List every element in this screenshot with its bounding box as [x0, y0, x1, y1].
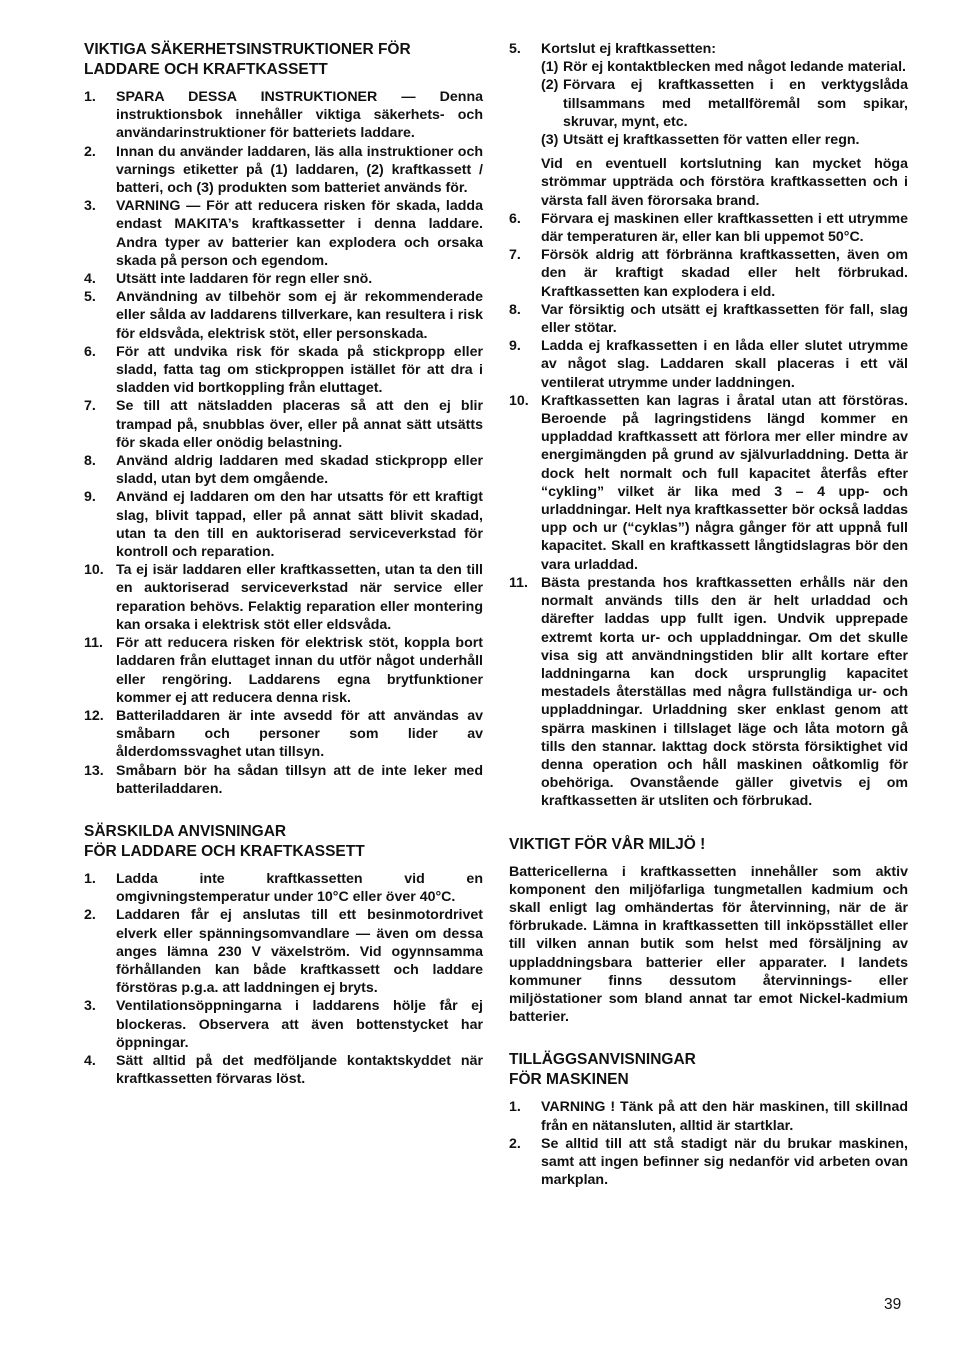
item-number: 3. [84, 198, 96, 215]
list-item [84, 561, 483, 634]
item-number: 1. [509, 1099, 521, 1116]
list-item [84, 488, 483, 561]
item-text: Småbarn bör ha sådan tillsyn att de inte leker med batteriladdaren. [116, 762, 483, 797]
list-item [84, 270, 483, 288]
item-text: Använd ej laddaren om den har utsatts för ett kraftigt slag, blivit tappad, eller på annat sätt blivit skadad, utan ta den till en auktoriserad serviceverkstad för kontroll och reparation. [116, 489, 483, 561]
special-list [84, 870, 483, 1088]
title-line: TILLÄGGSANVISNINGAR [509, 1051, 696, 1069]
sub-list [541, 58, 908, 149]
safety-list [84, 88, 483, 798]
item-text: VARNING — För att reducera risken för skada, ladda endast MAKITA’s kraftkassetter i denna laddare. Andra typer av batterier kan explodera och orsaka skada på person och egendom. [116, 198, 483, 269]
item-number: 3. [84, 998, 96, 1015]
list-item [84, 143, 483, 198]
item-text: Ta ej isär laddaren eller kraftkassetten, utan ta den till en auktoriserad serviceverkstad när service eller reparation behövs. Felaktig reparation eller montering kan orsaka i elektrisk stöt eller eldsvåda. [116, 562, 483, 633]
list-item [509, 392, 908, 574]
item-text: För att undvika risk för skada på stickpropp eller sladd, fatta tag om stickproppen istället för att dra i sladden vid bortkoppling från eluttaget. [116, 343, 483, 397]
item-number: 2. [84, 907, 96, 924]
item-text: Se alltid till att stå stadigt när du brukar maskinen, samt att ingen befinner sig nedanför vid arbeten ovan markplan. [541, 1135, 908, 1189]
tool-list [509, 1098, 908, 1189]
sub-text: Rör ej kontaktblecken med något ledande material. [563, 59, 906, 76]
sub-text: Utsätt ej kraftkassetten för vatten eller regn. [563, 132, 860, 149]
list-item [84, 707, 483, 762]
left-column [84, 40, 483, 1088]
item-number: 8. [509, 301, 521, 318]
list-item [509, 1135, 908, 1190]
list-item [84, 906, 483, 997]
title-line: VIKTIGT FÖR VÅR MILJÖ ! [509, 835, 706, 853]
item-text: Ladda ej krafkassetten i en låda eller slutet utrymme av något slag. Laddaren skall placeras i ett väl ventilerat utrymme under laddningen. [541, 338, 908, 391]
item-text: Var försiktig och utsätt ej kraftkassetten för fall, slag eller stötar. [541, 301, 908, 337]
item-number: 11. [509, 574, 528, 591]
item-text: Kraftkassetten kan lagras i åratal utan att förstöras. Beroende på lagringstidens längd kommer en uppladdad kraftkassett att förlora mer eller mindre av energimängden på grund av självurladdning. Detta är dock helt normalt och full kapacitet återfås efter “cykling” vilket är lika med 3 – 4 upp- och urladdningar. Helt nya kraftkassetter bör också laddas upp och ur (“cyklas”) några gånger för att uppnå full kapacitet. Skall en kraftkassett långtidslagras bör den vara urladdad. [541, 392, 908, 573]
item-text: Batteriladdaren är inte avsedd för att användas av småbarn och personer som lider av ålderdomssvaghet utan tillsyn. [116, 707, 483, 761]
item-number: 5. [84, 289, 96, 306]
list-item [509, 574, 908, 811]
section-spacer [84, 798, 483, 822]
short-circuit-note: Vid en eventuell kortslutning kan mycket höga strömmar uppträda och förstöra kraftkassetten och i värsta fall även förorsaka brand. [541, 156, 908, 209]
item-text: Ventilationsöppningarna i laddarens hölje får ej blockeras. Observera att även bottenstycket har öppningar. [116, 998, 483, 1051]
item-number: 4. [84, 1052, 96, 1069]
item-text: VARNING ! Tänk på att den här maskinen, till skillnad från en nätansluten, alltid är startklar. [541, 1099, 908, 1134]
sub-item [541, 76, 908, 131]
section-spacer [509, 811, 908, 835]
item-number: 9. [84, 489, 96, 506]
list-item [509, 40, 908, 58]
item-number: 6. [509, 210, 521, 227]
list-item [84, 634, 483, 707]
title-line: LADDARE OCH KRAFTKASSETT [84, 61, 328, 78]
list-item [509, 246, 908, 301]
item-text: Använd aldrig laddaren med skadad stickpropp eller sladd, utan byt dem omgående. [116, 453, 483, 488]
section-title-tool [509, 1050, 908, 1090]
list-item [84, 1052, 483, 1088]
section-spacer [509, 1026, 908, 1050]
list-item [84, 197, 483, 270]
item-number: 4. [84, 271, 96, 288]
item-number: 13. [84, 762, 104, 779]
list-item [509, 301, 908, 337]
sub-text: Förvara ej kraftkassetten i en verktygslåda tillsammans med metallföremål som spikar, skruvar, mynt, etc. [563, 77, 908, 130]
list-item [509, 337, 908, 392]
sub-number: (3) [541, 132, 559, 149]
item-number: 7. [509, 247, 521, 264]
item-text: Förvara ej maskinen eller kraftkassetten i ett utrymme där temperaturen är, eller kan bli uppemot 50°C. [541, 210, 908, 246]
item-number: 11. [84, 635, 103, 652]
item-text: Innan du använder laddaren, läs alla instruktioner och varnings etiketter på (1) laddaren, (2) kraftkassett / batteri, och (3) produkten som batteriet används för. [116, 143, 483, 197]
battery-list [509, 40, 908, 58]
list-item [84, 288, 483, 343]
item-number: 10. [509, 392, 529, 409]
list-item [509, 1098, 908, 1134]
section-title-environment [509, 835, 908, 855]
list-item [84, 343, 483, 398]
item-text: Bästa prestanda hos kraftkassetten erhålls när den normalt används tills den är helt urladdad och därefter laddas upp fullt igen. Undvik upprepade extremt korta ur- och uppladdningar. Om det skulle visa sig att användningstiden blir allt kortare efter laddningarna kan dock ursprunglig kapacitet mestadels återställas med några fullständiga ur- och uppladdningar. Urladdning sker enklast genom att spärra maskinen i tillslaget läge och låta motorn gå tills den stannar. Iakttag dock största försiktighet vid denna operation och håll maskinen oåtkomlig för obehöriga. Ovanstående gäller givetvis ej om kraftkassetten är utsliten och förbrukad. [541, 574, 908, 810]
item-number: 2. [509, 1135, 521, 1152]
page-number: 39 [884, 1296, 902, 1313]
item-text: Se till att nätsladden placeras så att den ej blir trampad på, snubblas över, eller på annat sätt utsätts för skada eller onödig belastning. [116, 398, 483, 451]
item-text: Sätt alltid på det medföljande kontaktskyddet när kraftkassetten förvaras löst. [116, 1052, 483, 1088]
item-text: Utsätt inte laddaren för regn eller snö. [116, 271, 373, 288]
list-item [84, 870, 483, 906]
item-text: Försök aldrig att förbränna kraftkassetten, även om den är kraftigt skadad eller helt förbrukad. Kraftkassetten kan explodera i eld. [541, 247, 908, 300]
list-item [84, 997, 483, 1052]
section-title-special [84, 822, 483, 862]
right-column [509, 40, 908, 1189]
list-item [84, 762, 483, 798]
item-number: 1. [84, 870, 96, 887]
item-number: 10. [84, 562, 104, 579]
item-number: 2. [84, 143, 96, 160]
item-text: För att reducera risken för elektrisk stöt, koppla bort laddaren från eluttaget innan du utför något underhåll eller rengöring. Laddarens egna brytfunktioner kommer ej att reducera denna risk. [116, 635, 483, 706]
list-item [84, 452, 483, 488]
item-text: SPARA DESSA INSTRUKTIONER — Denna instruktionsbok innehåller viktiga säkerhets- och användarinstruktioner för batteriets laddare. [116, 89, 483, 142]
item-number: 6. [84, 343, 96, 360]
sub-number: (2) [541, 77, 559, 94]
environment-text: Battericellerna i kraftkassetten innehåller som aktiv komponent den miljöfarliga tungmetallen kadmium och skall enligt lag omhändertas för återvinning, när de är förbrukade. Lämna in kraftkassetten till inköpsstället eller till vilken annan butik som helst med försäljning av uppladdningsbara batterier eller apparater. I landets kommuner finns dessutom återvinnings- eller miljöstationer som bland annat tar emot Nickel-kadmium batterier. [509, 863, 908, 1026]
title-line: VIKTIGA SÄKERHETSINSTRUKTIONER FÖR [84, 41, 411, 58]
list-item [84, 397, 483, 452]
title-line: FÖR MASKINEN [509, 1071, 629, 1089]
sub-item [541, 131, 908, 149]
item-text: Kortslut ej kraftkassetten: [541, 41, 717, 57]
item-number: 12. [84, 707, 104, 724]
item-text: Ladda inte kraftkassetten vid en omgivningstemperatur under 10°C eller över 40°C. [116, 870, 483, 906]
item-number: 9. [509, 338, 521, 355]
sub-number: (1) [541, 59, 559, 76]
item-number: 1. [84, 89, 96, 105]
list-item [509, 210, 908, 246]
item-number: 5. [509, 41, 521, 57]
item-number: 8. [84, 453, 96, 470]
section-title-safety [84, 40, 483, 80]
item-text: Laddaren får ej anslutas till ett besinmotordrivet elverk eller spänningsomvandlare — även om dessa anges lämna 230 V växelström. Vid ogynnsamma förhållanden kan både kraftkassett och laddare förstöras p.g.a. att laddningen ej bryts. [116, 907, 483, 997]
item-text: Användning av tilbehör som ej är rekommenderade eller sålda av laddarens tillverkare, kan resultera i risk för eldsvåda, elektrisk stöt, eller personskada. [116, 289, 483, 342]
list-item [84, 88, 483, 143]
battery-list-continued [509, 210, 908, 811]
title-line: FÖR LADDARE OCH KRAFTKASSETT [84, 842, 365, 860]
sub-item [541, 58, 908, 76]
title-line: SÄRSKILDA ANVISNINGAR [84, 822, 287, 840]
item-number: 7. [84, 398, 96, 415]
